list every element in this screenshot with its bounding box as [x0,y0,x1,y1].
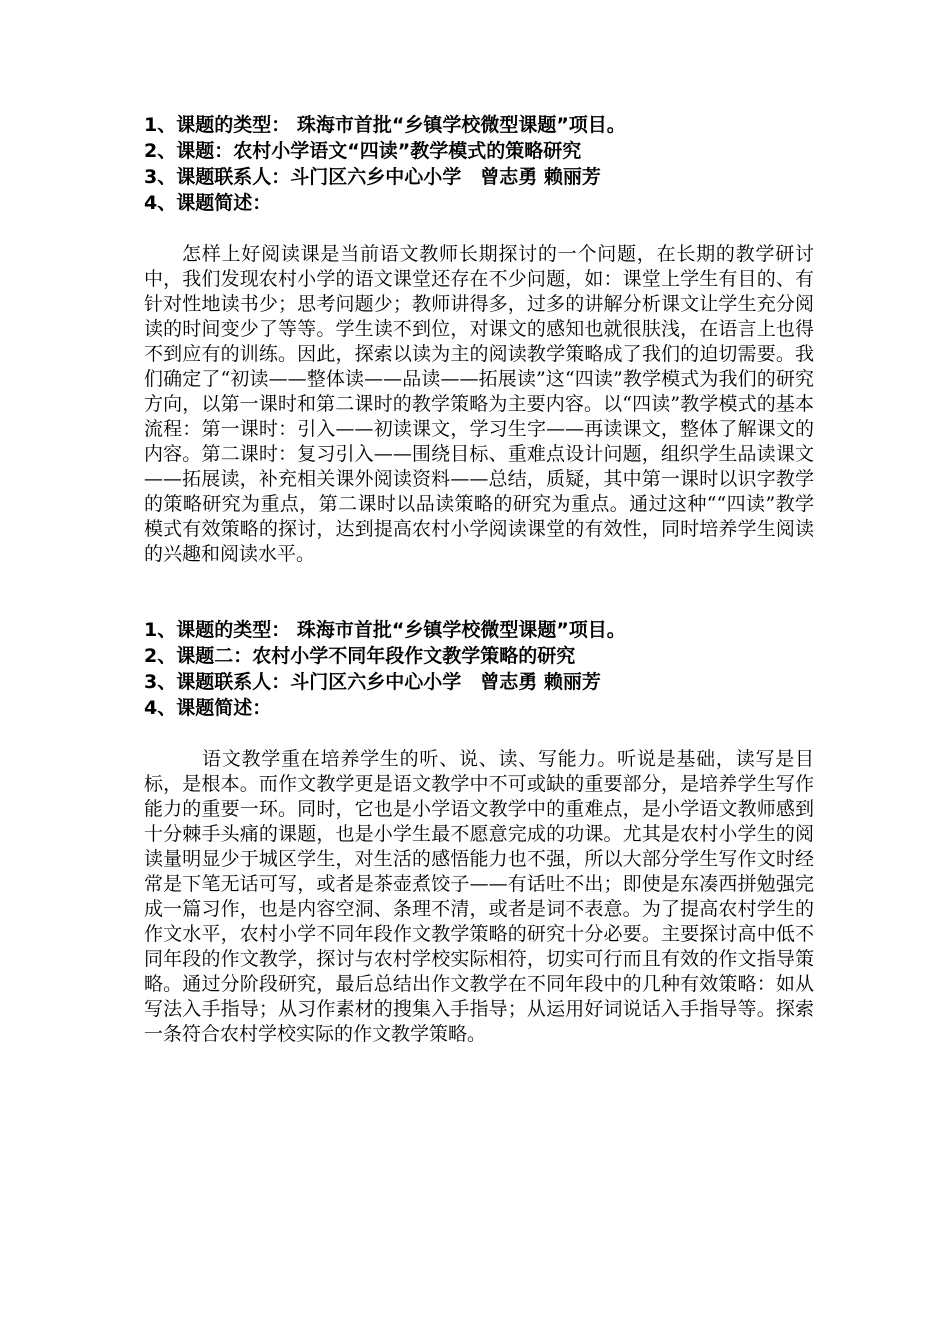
project-summary-heading: 4、课题简述： [144,697,272,719]
section-spacer [144,721,814,747]
project-summary-text: 怎样上好阅读课是当前语文教师长期探讨的一个问题，在长期的教学研讨中，我们发现农村小学的语文课堂还存在不少问题，如：课堂上学生有目的、有针对性地读书少；思考问题少；教师讲得多，过多的讲解分析课文让学生充分阅读的时间变少了等等。学生读不到位，对课文的感知也就很肤浅，在语言上也得不到应有的训练。因此，探索以读为主的阅读教学策略成了我们的迫切需要。我们确定了“初读——整体读——品读——拓展读”这“四读”教学模式为我们的研究方向，以第一课时和第二课时的教学策略为主要内容。以“四读”教学模式的基本流程：第一课时：引入——初读课文，学习生字——再读课文，整体了解课文的内容。第二课时：复习引入——围绕目标、重难点设计问题，组织学生品读课文——拓展读，补充相关课外阅读资料——总结，质疑，其中第一课时以识字教学的策略研究为重点，第二课时以品读策略的研究为重点。通过这种““四读”教学模式有效策略的探讨，达到提高农村小学阅读课堂的有效性，同时培养学生阅读的兴趣和阅读水平。 [144,243,814,565]
project-title-line: 2、课题二：农村小学不同年段作文教学策略的研究 [144,645,576,667]
project-type-line: 1、课题的类型： 珠海市首批“乡镇学校微型课题”项目。 [144,619,626,641]
project-summary-text: 语文教学重在培养学生的听、说、读、写能力。听说是基础，读写是目标，是根本。而作文教学更是语文教学中不可或缺的重要部分，是培养学生写作能力的重要一环。同时，它也是小学语文教学中的重难点，是小学语文教师感到十分棘手头痛的课题，也是小学生最不愿意完成的功课。尤其是农村小学生的阅读量明显少于城区学生，对生活的感悟能力也不强，所以大部分学生写作文时经常是下笔无话可写，或者是茶壶煮饺子——有话吐不出；即使是东凑西拼勉强完成一篇习作，也是内容空洞、条理不清，或者是词不表意。为了提高农村学生的作文水平，农村小学不同年段作文教学策略的研究十分必要。主要探讨高中低不同年段的作文教学，探讨与农村学校实际相符，切实可行而且有效的作文指导策略。通过分阶段研究，最后总结出作文教学在不同年段中的几种有效策略：如从写法入手指导；从习作素材的搜集入手指导；从运用好词说话入手指导等。探索一条符合农村学校实际的作文教学策略。 [144,748,814,1045]
project-section-1 [144,112,814,567]
project-summary-heading: 4、课题简述： [144,192,272,214]
project-title-line: 2、课题：农村小学语文“四读”教学模式的策略研究 [144,140,582,162]
project-contact-line: 3、课题联系人：斗门区六乡中心小学 曾志勇 赖丽芳 [144,671,601,693]
section-spacer [144,216,814,242]
project-type-line: 1、课题的类型： 珠海市首批“乡镇学校微型课题”项目。 [144,114,626,136]
project-section-2 [144,617,814,1047]
section-gap [144,567,814,617]
document-page [144,112,814,1047]
project-contact-line: 3、课题联系人：斗门区六乡中心小学 曾志勇 赖丽芳 [144,166,601,188]
